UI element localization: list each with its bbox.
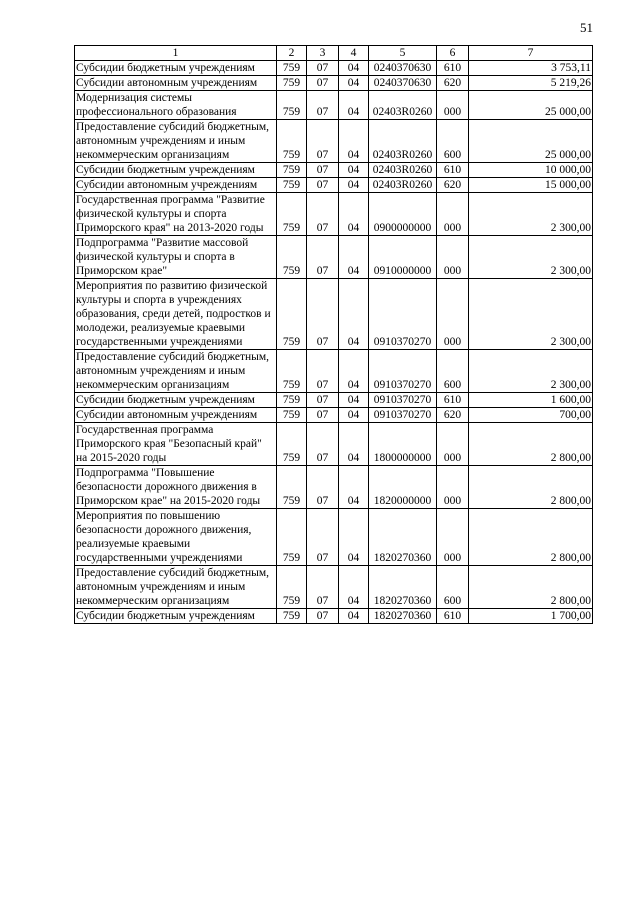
amount-cell: 2 800,00	[469, 423, 593, 466]
item-name-cell: Субсидии бюджетным учреждениям	[75, 393, 277, 408]
target-article-cell: 1820270360	[369, 509, 437, 566]
ministry-code-cell: 759	[277, 350, 307, 393]
subsection-code-cell: 04	[339, 76, 369, 91]
ministry-code-cell: 759	[277, 408, 307, 423]
table-row	[75, 193, 593, 236]
column-header: 5	[369, 46, 437, 61]
ministry-code-cell: 759	[277, 509, 307, 566]
amount-cell: 2 300,00	[469, 236, 593, 279]
expense-type-cell: 000	[437, 91, 469, 120]
subsection-code-cell: 04	[339, 120, 369, 163]
section-code-cell: 07	[307, 236, 339, 279]
expense-type-cell: 610	[437, 61, 469, 76]
ministry-code-cell: 759	[277, 279, 307, 350]
table-row	[75, 76, 593, 91]
section-code-cell: 07	[307, 408, 339, 423]
item-name-cell: Предоставление субсидий бюджетным, автономным учреждениям и иным некоммерческим организациям	[75, 566, 277, 609]
expense-type-cell: 600	[437, 350, 469, 393]
amount-cell: 1 600,00	[469, 393, 593, 408]
expense-type-cell: 000	[437, 509, 469, 566]
header-row	[75, 46, 593, 61]
ministry-code-cell: 759	[277, 61, 307, 76]
target-article-cell: 0910000000	[369, 236, 437, 279]
section-code-cell: 07	[307, 466, 339, 509]
ministry-code-cell: 759	[277, 466, 307, 509]
column-header: 3	[307, 46, 339, 61]
ministry-code-cell: 759	[277, 193, 307, 236]
amount-cell: 25 000,00	[469, 120, 593, 163]
section-code-cell: 07	[307, 120, 339, 163]
table-row	[75, 120, 593, 163]
ministry-code-cell: 759	[277, 423, 307, 466]
amount-cell: 2 800,00	[469, 509, 593, 566]
item-name-cell: Предоставление субсидий бюджетным, автономным учреждениям и иным некоммерческим организациям	[75, 120, 277, 163]
target-article-cell: 0910370270	[369, 279, 437, 350]
amount-cell: 700,00	[469, 408, 593, 423]
expense-type-cell: 610	[437, 609, 469, 624]
target-article-cell: 0240370630	[369, 61, 437, 76]
expense-type-cell: 000	[437, 193, 469, 236]
target-article-cell: 02403R0260	[369, 163, 437, 178]
section-code-cell: 07	[307, 163, 339, 178]
target-article-cell: 0910370270	[369, 393, 437, 408]
subsection-code-cell: 04	[339, 393, 369, 408]
amount-cell: 25 000,00	[469, 91, 593, 120]
section-code-cell: 07	[307, 423, 339, 466]
expense-type-cell: 000	[437, 279, 469, 350]
target-article-cell: 02403R0260	[369, 178, 437, 193]
subsection-code-cell: 04	[339, 236, 369, 279]
expense-type-cell: 610	[437, 393, 469, 408]
item-name-cell: Субсидии автономным учреждениям	[75, 76, 277, 91]
column-header: 4	[339, 46, 369, 61]
item-name-cell: Мероприятия по повышению безопасности дорожного движения, реализуемые краевыми государственными учреждениями	[75, 509, 277, 566]
target-article-cell: 1800000000	[369, 423, 437, 466]
item-name-cell: Подпрограмма "Развитие массовой физической культуры и спорта в Приморском крае"	[75, 236, 277, 279]
ministry-code-cell: 759	[277, 566, 307, 609]
ministry-code-cell: 759	[277, 609, 307, 624]
table-row	[75, 393, 593, 408]
column-header: 1	[75, 46, 277, 61]
section-code-cell: 07	[307, 61, 339, 76]
table-row	[75, 609, 593, 624]
item-name-cell: Мероприятия по развитию физической культуры и спорта в учреждениях образования, среди детей, подростков и молодежи, реализуемые краевыми государственными учреждениями	[75, 279, 277, 350]
item-name-cell: Субсидии автономным учреждениям	[75, 178, 277, 193]
ministry-code-cell: 759	[277, 91, 307, 120]
section-code-cell: 07	[307, 609, 339, 624]
section-code-cell: 07	[307, 566, 339, 609]
subsection-code-cell: 04	[339, 163, 369, 178]
table-row	[75, 178, 593, 193]
ministry-code-cell: 759	[277, 393, 307, 408]
amount-cell: 5 219,26	[469, 76, 593, 91]
item-name-cell: Предоставление субсидий бюджетным, автономным учреждениям и иным некоммерческим организациям	[75, 350, 277, 393]
ministry-code-cell: 759	[277, 163, 307, 178]
target-article-cell: 0910370270	[369, 350, 437, 393]
amount-cell: 1 700,00	[469, 609, 593, 624]
target-article-cell: 02403R0260	[369, 120, 437, 163]
ministry-code-cell: 759	[277, 236, 307, 279]
subsection-code-cell: 04	[339, 178, 369, 193]
amount-cell: 2 800,00	[469, 466, 593, 509]
expense-type-cell: 600	[437, 120, 469, 163]
target-article-cell: 1820270360	[369, 566, 437, 609]
expense-type-cell: 620	[437, 408, 469, 423]
section-code-cell: 07	[307, 393, 339, 408]
table-row	[75, 423, 593, 466]
target-article-cell: 0910370270	[369, 408, 437, 423]
item-name-cell: Подпрограмма "Повышение безопасности дорожного движения в Приморском крае" на 2015-2020 годы	[75, 466, 277, 509]
expense-type-cell: 000	[437, 236, 469, 279]
table-row	[75, 408, 593, 423]
subsection-code-cell: 04	[339, 91, 369, 120]
subsection-code-cell: 04	[339, 193, 369, 236]
amount-cell: 3 753,11	[469, 61, 593, 76]
subsection-code-cell: 04	[339, 279, 369, 350]
item-name-cell: Государственная программа Приморского края "Безопасный край" на 2015-2020 годы	[75, 423, 277, 466]
ministry-code-cell: 759	[277, 120, 307, 163]
table-row	[75, 236, 593, 279]
target-article-cell: 02403R0260	[369, 91, 437, 120]
amount-cell: 2 800,00	[469, 566, 593, 609]
section-code-cell: 07	[307, 193, 339, 236]
page-number: 51	[580, 20, 593, 35]
table-row	[75, 509, 593, 566]
subsection-code-cell: 04	[339, 509, 369, 566]
target-article-cell: 1820270360	[369, 609, 437, 624]
subsection-code-cell: 04	[339, 423, 369, 466]
ministry-code-cell: 759	[277, 178, 307, 193]
section-code-cell: 07	[307, 178, 339, 193]
amount-cell: 2 300,00	[469, 193, 593, 236]
column-header: 7	[469, 46, 593, 61]
subsection-code-cell: 04	[339, 566, 369, 609]
amount-cell: 2 300,00	[469, 350, 593, 393]
budget-table	[74, 45, 593, 624]
subsection-code-cell: 04	[339, 609, 369, 624]
target-article-cell: 0900000000	[369, 193, 437, 236]
amount-cell: 2 300,00	[469, 279, 593, 350]
subsection-code-cell: 04	[339, 466, 369, 509]
table-row	[75, 163, 593, 178]
table-row	[75, 279, 593, 350]
table-row	[75, 566, 593, 609]
section-code-cell: 07	[307, 350, 339, 393]
amount-cell: 15 000,00	[469, 178, 593, 193]
section-code-cell: 07	[307, 279, 339, 350]
section-code-cell: 07	[307, 509, 339, 566]
table-row	[75, 91, 593, 120]
expense-type-cell: 620	[437, 178, 469, 193]
expense-type-cell: 600	[437, 566, 469, 609]
column-header: 6	[437, 46, 469, 61]
target-article-cell: 0240370630	[369, 76, 437, 91]
expense-type-cell: 000	[437, 466, 469, 509]
section-code-cell: 07	[307, 76, 339, 91]
target-article-cell: 1820000000	[369, 466, 437, 509]
section-code-cell: 07	[307, 91, 339, 120]
table-row	[75, 466, 593, 509]
expense-type-cell: 620	[437, 76, 469, 91]
table-row	[75, 61, 593, 76]
subsection-code-cell: 04	[339, 350, 369, 393]
expense-type-cell: 610	[437, 163, 469, 178]
table-row	[75, 350, 593, 393]
amount-cell: 10 000,00	[469, 163, 593, 178]
column-header: 2	[277, 46, 307, 61]
item-name-cell: Субсидии бюджетным учреждениям	[75, 163, 277, 178]
expense-type-cell: 000	[437, 423, 469, 466]
item-name-cell: Субсидии бюджетным учреждениям	[75, 609, 277, 624]
item-name-cell: Модернизация системы профессионального образования	[75, 91, 277, 120]
item-name-cell: Субсидии автономным учреждениям	[75, 408, 277, 423]
item-name-cell: Субсидии бюджетным учреждениям	[75, 61, 277, 76]
subsection-code-cell: 04	[339, 61, 369, 76]
subsection-code-cell: 04	[339, 408, 369, 423]
item-name-cell: Государственная программа "Развитие физической культуры и спорта Приморского края" на 2013-2020 годы	[75, 193, 277, 236]
ministry-code-cell: 759	[277, 76, 307, 91]
